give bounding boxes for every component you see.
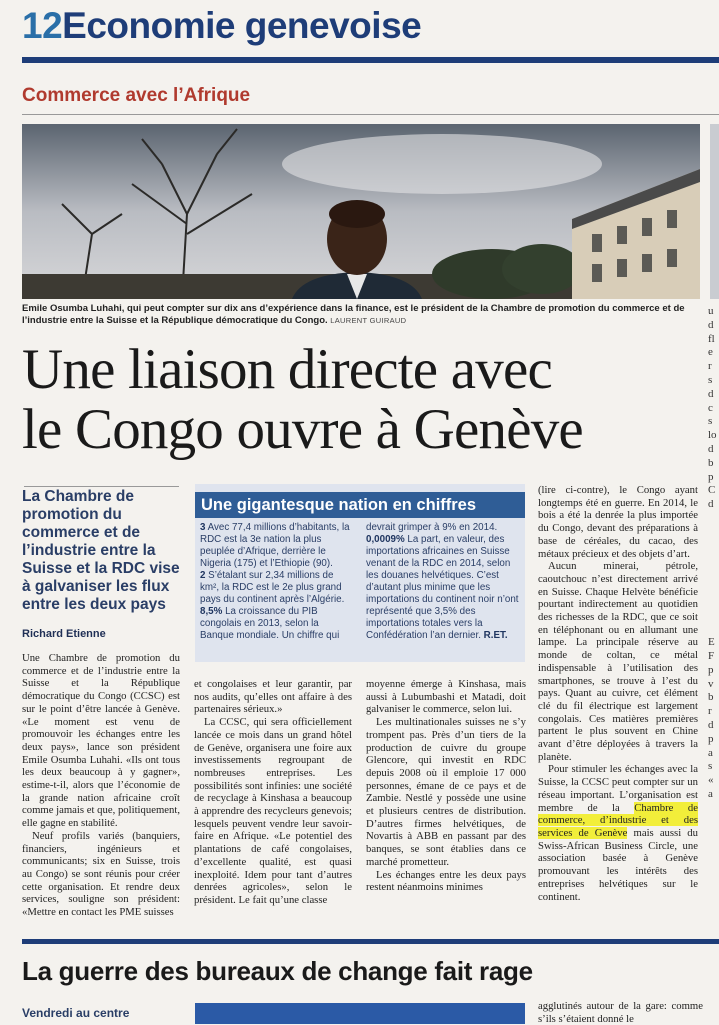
factbox-figure: 3 bbox=[200, 522, 206, 533]
page-number: 12 bbox=[22, 5, 63, 46]
photo-caption bbox=[22, 303, 700, 327]
next-article-photo bbox=[195, 1003, 525, 1024]
paragraph-text: Pour stimuler les échanges avec la Suisse, la CCSC peut compter sur un réseau important. L’organisation est membre de la bbox=[538, 763, 698, 814]
factbox-figure: 8,5% bbox=[200, 606, 223, 617]
article-column-1 bbox=[22, 652, 180, 919]
factbox-item bbox=[200, 570, 352, 606]
factbox-text: S’étalant sur 2,34 millions de km², la RDC est le 2e plus grand pays du continent après l’Algérie. bbox=[200, 570, 345, 605]
lead-rule bbox=[24, 486, 179, 487]
paragraph: (lire ci-contre), le Congo ayant longtemps été en guerre. En 2014, le bois a été la denrée la plus importée du Congo, devant des préparations à base de céréales, du cacao, des métaux précieux et des objets d’art. bbox=[538, 484, 698, 560]
article-column-4 bbox=[538, 484, 698, 903]
byline: Richard Etienne bbox=[22, 628, 106, 640]
article-column-3 bbox=[366, 678, 526, 894]
paragraph-text: mais aussi du Swiss-African Business Circle, une association basée à Genève promouvant les intérêts des entreprises helvétiques sur le continent. bbox=[538, 826, 698, 903]
paragraph: Les multinationales suisses ne s’y trompent pas. Près d’un tiers de la production de cuivre du groupe Glencore, qui investit en RDC depuis 2008 où il emploie 17 000 personnes, émane de ce pays et de Zambie. Nestlé y possède une usine et plusieurs centres de distribution. D’autres firmes helvétiques, de Novartis à ABB en passant par des banques, se sont établies dans ce marché prometteur. bbox=[366, 716, 526, 868]
paragraph: Neuf profils variés (banquiers, financiers, ingénieurs et communicants; six en Suisse, trois au Congo) se sont réunis pour créer cette organisation. Et rendre deux services, souligne son président: «Mettre en contact les PME suisses bbox=[22, 829, 180, 919]
factbox-title: Une gigantesque nation en chiffres bbox=[195, 492, 525, 518]
factbox-figure: 2 bbox=[200, 570, 206, 581]
rubric-rule bbox=[22, 114, 719, 115]
article-column-2 bbox=[194, 678, 352, 907]
factbox-text: La part, en valeur, des importations africaines en Suisse venant de la RDC en 2014, selon les douanes helvétiques. C’est d’autant plus minime que les importations du continent noir n’ont représenté que 3,5% des importations totales vers la Confédération l’an dernier. bbox=[366, 534, 519, 641]
next-article-rule bbox=[22, 939, 719, 944]
factbox-column-1 bbox=[200, 522, 352, 642]
photo-illustration bbox=[22, 124, 700, 299]
paragraph bbox=[538, 763, 698, 903]
factbox-item bbox=[366, 522, 520, 534]
adjacent-column-fragment: u d fl e r s d c s lo d b p C d E F p v b r d p a s « a bbox=[708, 305, 717, 800]
factbox-figure: 0,0009% bbox=[366, 534, 405, 545]
photo-credit: LAURENT GUIRAUD bbox=[330, 316, 407, 325]
paragraph: Une Chambre de promotion du commerce et de l’industrie entre la Suisse et la République démocratique du Congo (CCSC) est sur le point d’être lancée à Genève. «Le moment est venu de promouvoir les échanges entre les deux pays», lance son président Emile Osumba Luhahi. «Ils ont tous les deux beaucoup à y gagner», estime-t-il, alors que l’économie de la grande nation africaine croît comme jamais et que, politiquement, elle gagne en stabilité. bbox=[22, 652, 180, 830]
highlighted-text: Chambre de commerce, d’industrie et des services de Genève bbox=[538, 801, 698, 839]
next-article-headline: La guerre des bureaux de change fait rage bbox=[22, 956, 533, 986]
next-article-lead: Vendredi au centre bbox=[22, 1006, 130, 1020]
paragraph: et congolaises et leur garantir, par nos audits, qu’elles ont affaire à des partenaires sérieux.» bbox=[194, 678, 352, 716]
paragraph: La CCSC, qui sera officiellement lancée ce mois dans un grand hôtel de Genève, organisera une foire aux investissements regroupant de nombreuses entreprises. Les possibilités sont infinies: une société de recyclage à Kinshasa a beaucoup à apprendre des recycleurs genevois; lesquels peuvent vendre leur savoir-faire en Afrique. «Le potentiel des plantations de café congolaises, d’excellente qualité, est quasi inexploité. Idem pour tant d’autres denrées agricoles», selon le président. Le fait qu’une classe bbox=[194, 716, 352, 906]
headline-line-2: le Congo ouvre à Genève bbox=[22, 398, 583, 461]
section-title: Economie genevoise bbox=[62, 5, 422, 46]
factbox-column-2 bbox=[366, 522, 520, 642]
factbox-item bbox=[200, 522, 352, 570]
paragraph: Les échanges entre les deux pays restent néanmoins minimes bbox=[366, 868, 526, 894]
factbox-text: La croissance du PIB congolais en 2013, selon la Banque mondiale. Un chiffre qui bbox=[200, 606, 340, 641]
rubric: Commerce avec l’Afrique bbox=[22, 85, 251, 106]
adjacent-photo-edge bbox=[710, 124, 719, 299]
caption-text: Emile Osumba Luhahi, qui peut compter sur dix ans d’expérience dans la finance, est le président de la Chambre de promotion du commerce et de l’industrie entre la Suisse et la République démocratique du Congo. bbox=[22, 303, 685, 326]
article-lead: La Chambre de promotion du commerce et de l’industrie entre la Suisse et la RDC vise à galvaniser les flux entre les deux pays bbox=[22, 488, 180, 613]
factbox-text: Avec 77,4 millions d’habitants, la RDC est la 3e nation la plus peuplée d’Afrique, derrière le Nigeria (175) et l’Ethiopie (90). bbox=[200, 522, 350, 569]
headline bbox=[22, 340, 712, 460]
factbox-item bbox=[366, 534, 520, 642]
masthead-rule bbox=[22, 57, 719, 63]
next-article-text: agglutinés autour de la gare: comme s’ils s’étaient donné le bbox=[538, 1000, 703, 1025]
section-masthead bbox=[22, 2, 421, 50]
headline-line-1: Une liaison directe avec bbox=[22, 338, 552, 401]
factbox-item bbox=[200, 606, 352, 642]
paragraph: Aucun minerai, pétrole, caoutchouc n’est directement arrivé en Suisse. Chaque Helvète bénéficie pourtant indirectement au quotidien des richesses de la RDC, que ce soit en téléphonant ou en allumant une lampe. La principale réserve au monde de coltan, ce métal indispensable à l’utilisation des smartphones, se trouve à l’est du pays. Quant au cuivre, cet élément clé du fil électrique est largement congolais. Ces matières premières partent le plus souvent en Chine avant d’être déployées à travers la planète. bbox=[538, 560, 698, 763]
paragraph: moyenne émerge à Kinshasa, mais aussi à Lubumbashi et Matadi, doit galvaniser le commerce, selon lui. bbox=[366, 678, 526, 716]
portrait-photo bbox=[22, 124, 700, 299]
factbox-text: devrait grimper à 9% en 2014. bbox=[366, 522, 498, 533]
factbox-signature: R.ET. bbox=[483, 630, 508, 641]
